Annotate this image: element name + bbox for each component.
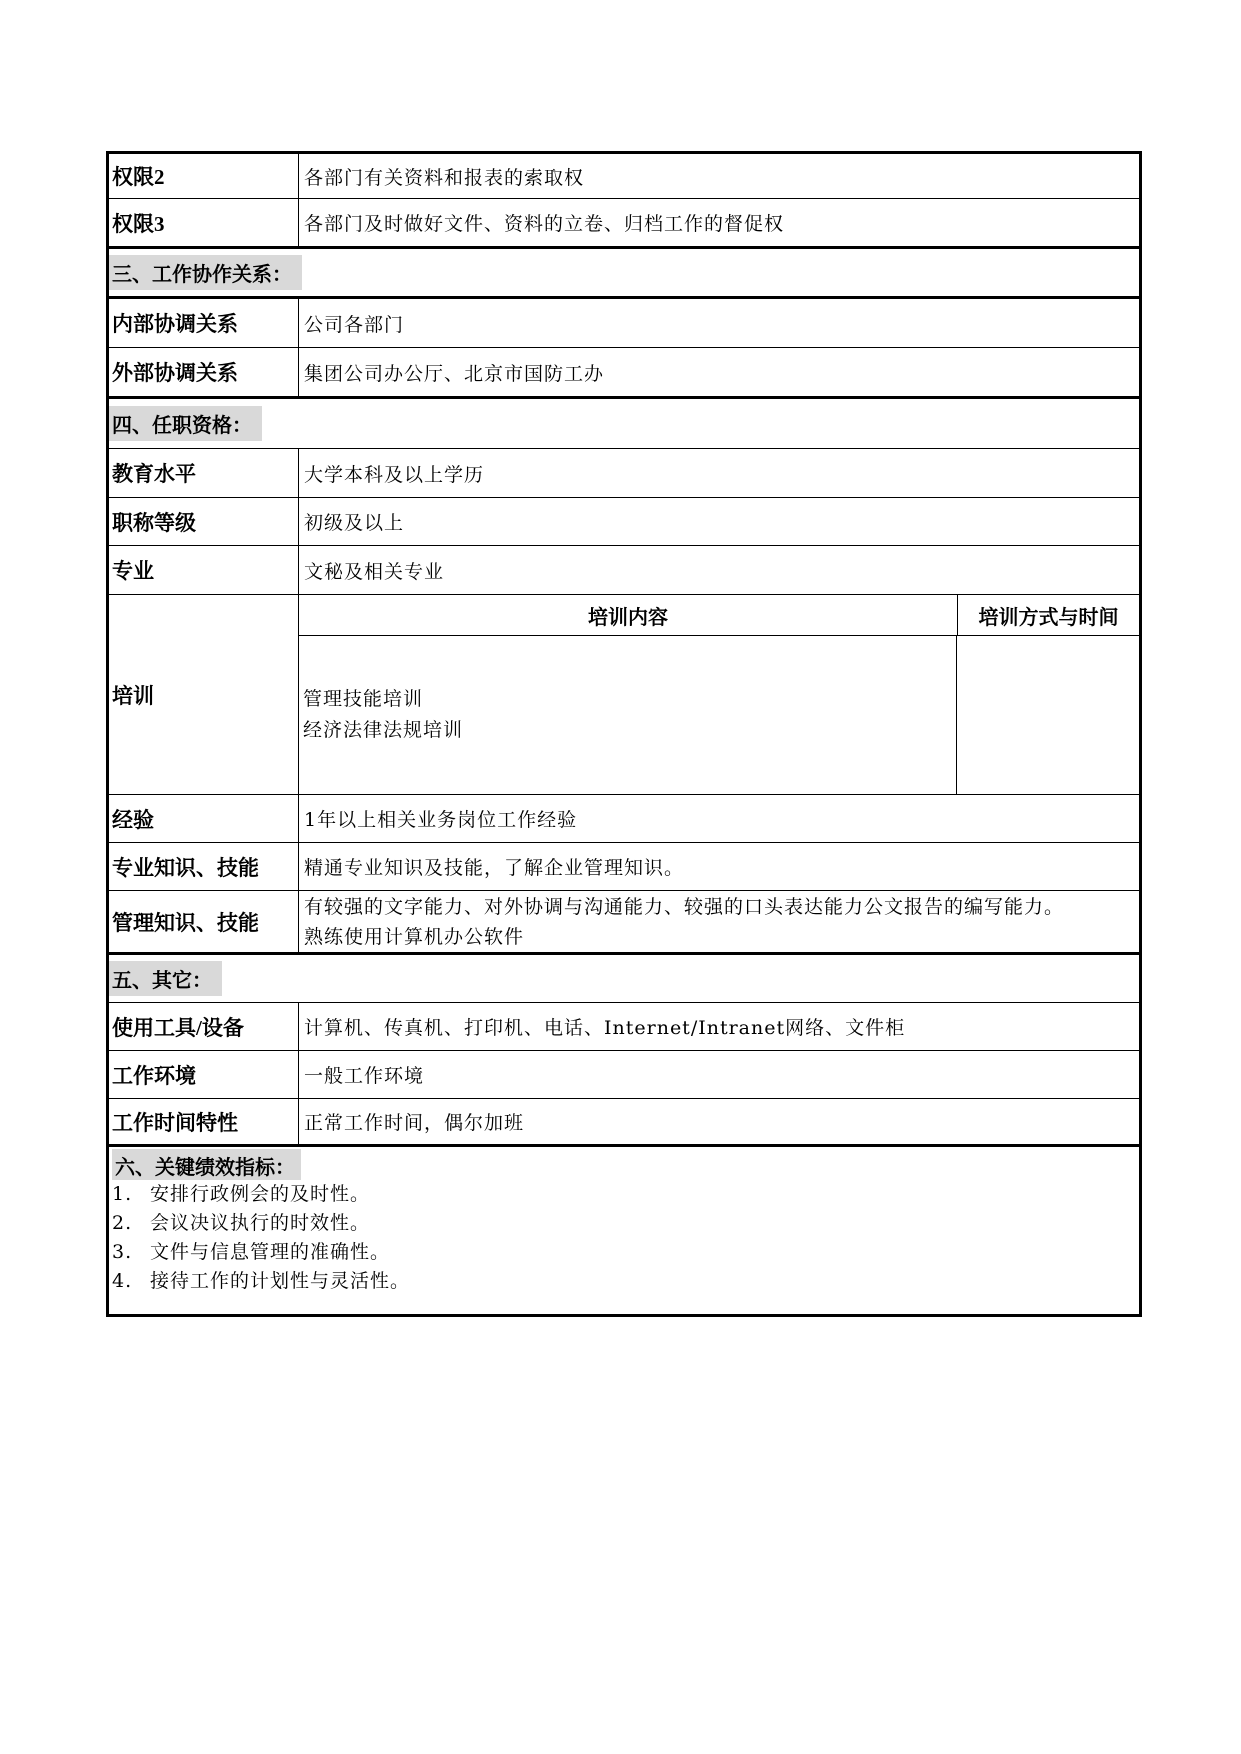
row-value: 一般工作环境	[304, 1065, 425, 1087]
section-title: 五、其它：	[109, 961, 222, 996]
table-row	[106, 843, 1142, 891]
section-title: 六、关键绩效指标：	[112, 1149, 301, 1180]
table-row	[106, 891, 1142, 955]
table-row	[106, 151, 1142, 199]
row-label: 经验	[109, 795, 299, 842]
row-label: 内部协调关系	[109, 299, 299, 347]
section-title: 三、工作协作关系：	[109, 255, 302, 290]
row-label: 培训	[109, 595, 299, 794]
job-description-table	[106, 151, 1142, 1317]
training-item: 管理技能培训	[303, 688, 424, 710]
training-method-cell	[957, 636, 1139, 794]
table-row	[106, 348, 1142, 399]
table-row	[106, 449, 1142, 498]
row-label: 教育水平	[109, 449, 299, 497]
row-label: 权限2	[109, 154, 299, 198]
table-row	[106, 795, 1142, 843]
table-row	[106, 498, 1142, 546]
value-line: 有较强的文字能力、对外协调与沟通能力、较强的口头表达能力公文报告的编写能力。	[304, 895, 1065, 918]
row-label: 权限3	[109, 199, 299, 246]
row-value: 各部门及时做好文件、资料的立卷、归档工作的督促权	[304, 213, 785, 235]
row-value: 正常工作时间，偶尔加班	[304, 1112, 525, 1134]
row-value: 初级及以上	[304, 512, 405, 534]
row-label: 工作环境	[109, 1051, 299, 1098]
row-label: 外部协调关系	[109, 348, 299, 396]
section-header	[106, 399, 1142, 449]
row-label: 工作时间特性	[109, 1099, 299, 1144]
row-value: 集团公司办公厅、北京市国防工办	[304, 362, 605, 385]
table-row	[106, 199, 1142, 249]
row-value: 文秘及相关专业	[304, 560, 445, 583]
table-row	[106, 1099, 1142, 1147]
section-title: 四、任职资格：	[109, 406, 262, 441]
row-label: 管理知识、技能	[109, 891, 299, 952]
training-item: 经济法律法规培训	[303, 719, 464, 741]
row-value: 1年以上相关业务岗位工作经验	[304, 809, 578, 831]
section-header	[106, 249, 1142, 299]
row-value: 计算机、传真机、打印机、电话、Internet/Intranet网络、文件柜	[304, 1017, 906, 1039]
kpi-item: 4. 接待工作的计划性与灵活性。	[112, 1270, 411, 1292]
table-row	[106, 546, 1142, 595]
section-header	[106, 955, 1142, 1003]
row-value: 大学本科及以上学历	[304, 463, 485, 486]
row-value: 公司各部门	[304, 313, 405, 336]
training-table	[299, 595, 1139, 794]
row-label: 专业	[109, 546, 299, 594]
row-value: 各部门有关资料和报表的索取权	[304, 166, 585, 189]
kpi-item: 1. 安排行政例会的及时性。	[112, 1183, 371, 1205]
training-header-row	[299, 595, 1139, 636]
training-method-header: 培训方式与时间	[978, 604, 1119, 629]
row-value: 精通专业知识及技能，了解企业管理知识。	[304, 857, 685, 879]
value-line: 熟练使用计算机办公软件	[304, 925, 525, 948]
table-row	[106, 299, 1142, 348]
row-label: 专业知识、技能	[109, 843, 299, 890]
row-label: 使用工具/设备	[109, 1003, 299, 1050]
table-row	[106, 1003, 1142, 1051]
training-row	[106, 595, 1142, 795]
kpi-item: 3. 文件与信息管理的准确性。	[112, 1241, 391, 1263]
row-value	[299, 891, 1139, 952]
training-content-header: 培训内容	[299, 595, 958, 635]
kpi-item: 2. 会议决议执行的时效性。	[112, 1212, 371, 1234]
table-row	[106, 1051, 1142, 1099]
training-content-cell	[299, 636, 957, 794]
row-label: 职称等级	[109, 498, 299, 545]
training-body-row	[299, 636, 1139, 794]
kpi-section	[106, 1147, 1142, 1317]
